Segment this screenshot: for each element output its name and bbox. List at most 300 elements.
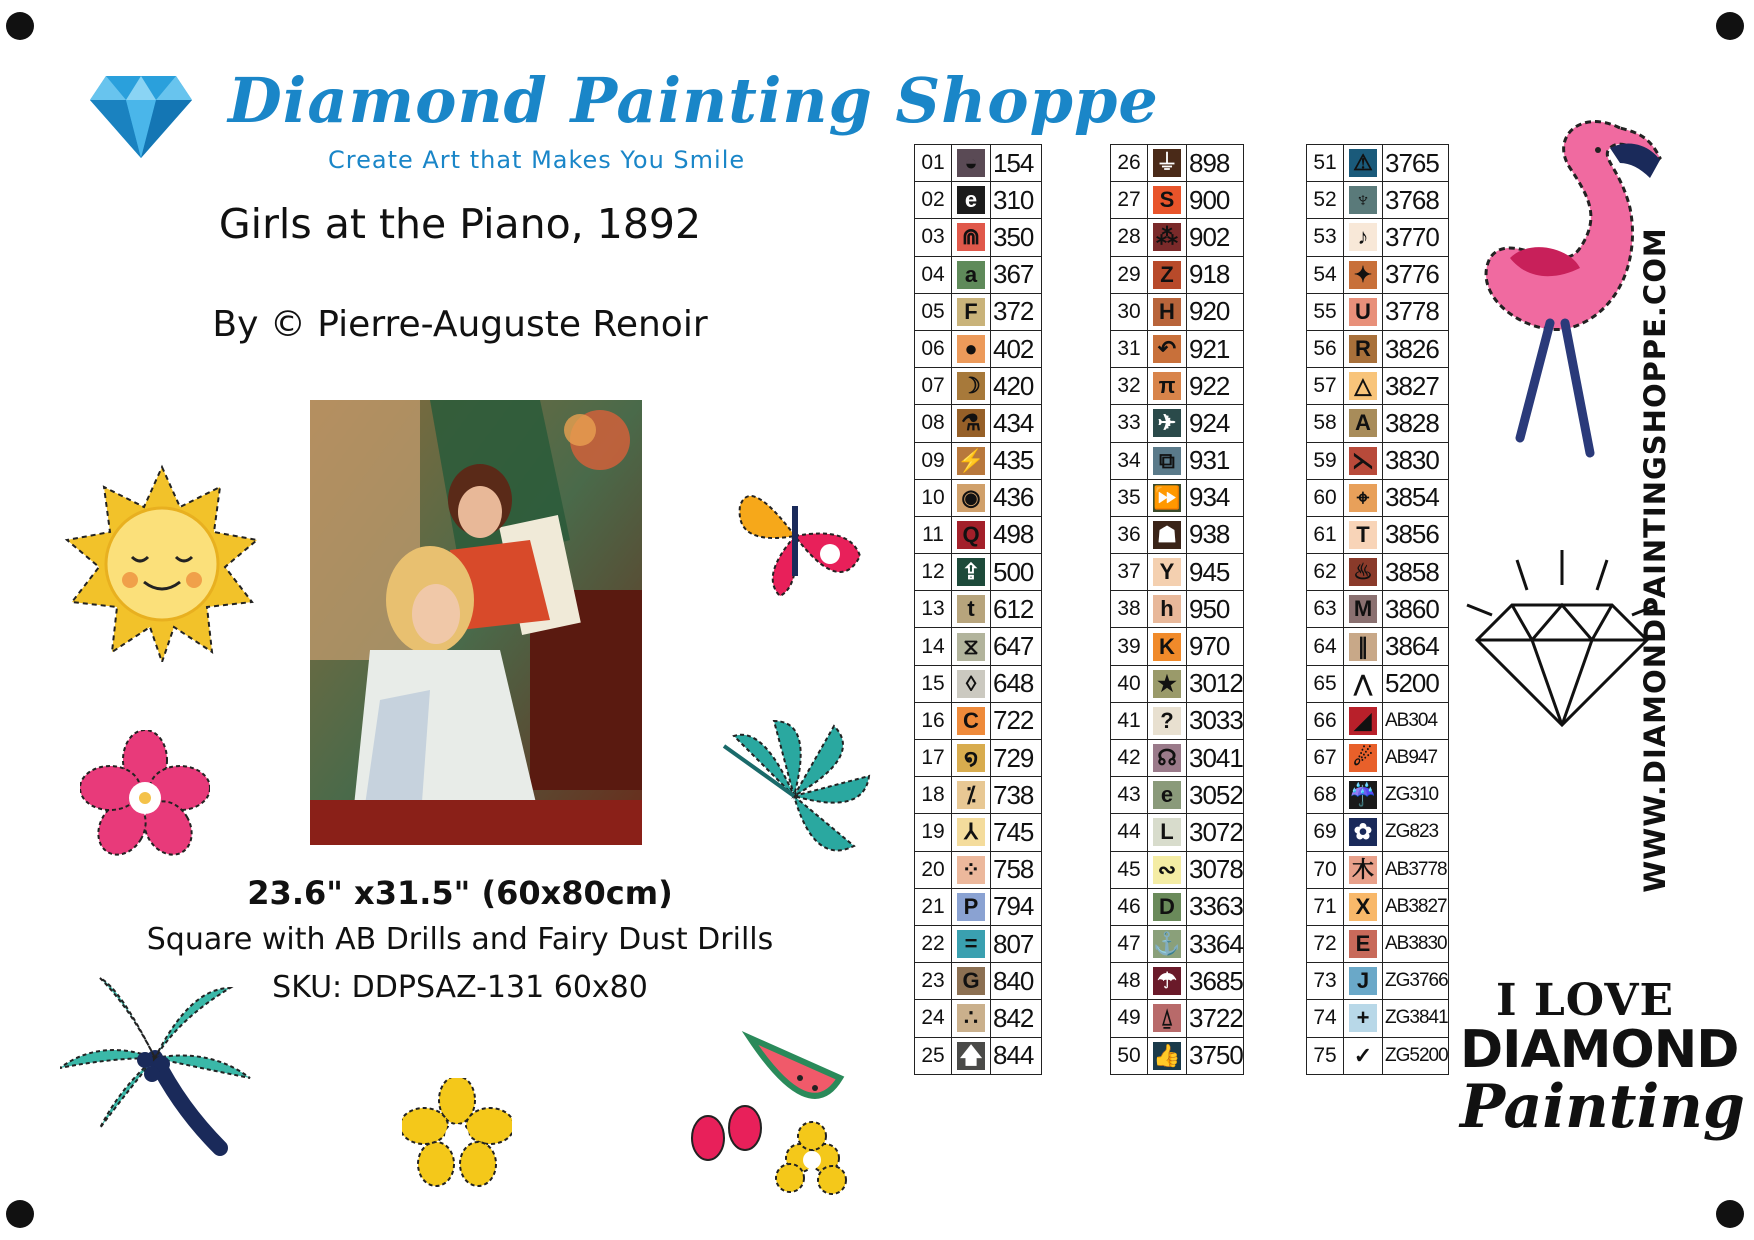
- legend-row: [915, 888, 1042, 925]
- legend-dmc-code: 3685: [1187, 963, 1244, 1000]
- legend-color-swatch: [952, 851, 991, 888]
- brand-name: Diamond Painting Shoppe: [228, 64, 1159, 137]
- legend-symbol-icon: C: [957, 707, 985, 735]
- legend-number: 54: [1307, 256, 1344, 293]
- legend-number: 51: [1307, 145, 1344, 182]
- legend-row: [1111, 591, 1244, 628]
- color-legend-column-3: [1306, 144, 1449, 1075]
- legend-color-swatch: [1344, 851, 1383, 888]
- legend-color-swatch: [952, 702, 991, 739]
- legend-row: [1307, 145, 1449, 182]
- legend-number: 01: [915, 145, 952, 182]
- legend-symbol-icon: X: [1349, 893, 1377, 921]
- legend-symbol-icon: ⚗: [957, 409, 985, 437]
- legend-symbol-icon: ⋋: [1349, 447, 1377, 475]
- legend-row: [1307, 777, 1449, 814]
- legend-color-swatch: [1344, 554, 1383, 591]
- legend-symbol-icon: ♆: [1349, 186, 1377, 214]
- legend-color-swatch: [952, 925, 991, 962]
- legend-row: [1111, 145, 1244, 182]
- legend-symbol-icon: ⋀: [1349, 670, 1377, 698]
- legend-symbol-icon: ⁂: [1153, 223, 1181, 251]
- legend-dmc-code: 840: [991, 963, 1042, 1000]
- legend-dmc-code: 3827: [1383, 368, 1449, 405]
- legend-symbol-icon: =: [957, 930, 985, 958]
- legend-color-swatch: [952, 814, 991, 851]
- legend-dmc-code: 3830: [1383, 442, 1449, 479]
- legend-symbol-icon: P: [957, 893, 985, 921]
- legend-dmc-code: 945: [1187, 554, 1244, 591]
- legend-color-swatch: [1344, 219, 1383, 256]
- legend-symbol-icon: ⚠: [1349, 149, 1377, 177]
- legend-number: 11: [915, 516, 952, 553]
- legend-color-swatch: [1344, 702, 1383, 739]
- legend-color-swatch: [1344, 777, 1383, 814]
- legend-color-swatch: [1148, 479, 1187, 516]
- legend-color-swatch: [1148, 182, 1187, 219]
- legend-dmc-code: 500: [991, 554, 1042, 591]
- legend-dmc-code: AB3827: [1383, 888, 1449, 925]
- legend-symbol-icon: L: [1153, 818, 1181, 846]
- legend-symbol-icon: Z: [1153, 261, 1181, 289]
- legend-dmc-code: 3864: [1383, 628, 1449, 665]
- legend-row: [1307, 963, 1449, 1000]
- legend-row: [1111, 702, 1244, 739]
- legend-dmc-code: 902: [1187, 219, 1244, 256]
- legend-dmc-code: 367: [991, 256, 1042, 293]
- legend-color-swatch: [1344, 1037, 1383, 1074]
- legend-row: [915, 219, 1042, 256]
- legend-symbol-icon: T: [1349, 521, 1377, 549]
- legend-number: 05: [915, 293, 952, 330]
- legend-dmc-code: 900: [1187, 182, 1244, 219]
- legend-row: [1307, 665, 1449, 702]
- flamingo-sticker-icon: [1470, 108, 1670, 468]
- legend-color-swatch: [1344, 516, 1383, 553]
- sun-sticker-icon: [62, 462, 262, 662]
- legend-row: [1307, 405, 1449, 442]
- legend-symbol-icon: ☽: [957, 372, 985, 400]
- legend-row: [1307, 628, 1449, 665]
- legend-number: 61: [1307, 516, 1344, 553]
- legend-symbol-icon: ◒: [957, 149, 985, 177]
- legend-color-swatch: [952, 554, 991, 591]
- legend-number: 13: [915, 591, 952, 628]
- legend-symbol-icon: ◢: [1349, 707, 1377, 735]
- legend-dmc-code: 3776: [1383, 256, 1449, 293]
- legend-color-swatch: [1344, 814, 1383, 851]
- legend-number: 23: [915, 963, 952, 1000]
- legend-color-swatch: [1148, 702, 1187, 739]
- legend-dmc-code: ZG5200: [1383, 1037, 1449, 1074]
- legend-number: 16: [915, 702, 952, 739]
- legend-symbol-icon: ⧉: [1153, 447, 1181, 475]
- corner-dot: [1716, 12, 1744, 40]
- legend-symbol-icon: ◊: [957, 670, 985, 698]
- legend-row: [1111, 1000, 1244, 1037]
- legend-symbol-icon: K: [1153, 633, 1181, 661]
- legend-dmc-code: 970: [1187, 628, 1244, 665]
- legend-row: [1111, 330, 1244, 367]
- legend-dmc-code: 3828: [1383, 405, 1449, 442]
- butterfly-icon: [730, 466, 870, 606]
- legend-number: 02: [915, 182, 952, 219]
- legend-number: 35: [1111, 479, 1148, 516]
- legend-color-swatch: [1148, 330, 1187, 367]
- legend-dmc-code: 310: [991, 182, 1042, 219]
- diamond-icon: [88, 74, 194, 160]
- legend-color-swatch: [1344, 665, 1383, 702]
- legend-symbol-icon: ♨: [1349, 558, 1377, 586]
- pink-flower-icon: [80, 730, 210, 860]
- legend-color-swatch: [952, 145, 991, 182]
- legend-color-swatch: [1148, 665, 1187, 702]
- legend-number: 34: [1111, 442, 1148, 479]
- legend-row: [1111, 554, 1244, 591]
- legend-color-swatch: [1344, 963, 1383, 1000]
- legend-number: 40: [1111, 665, 1148, 702]
- legend-symbol-icon: ⏚: [1153, 149, 1181, 177]
- legend-dmc-code: 738: [991, 777, 1042, 814]
- legend-color-swatch: [1148, 554, 1187, 591]
- legend-dmc-code: 3363: [1187, 888, 1244, 925]
- legend-dmc-code: 3826: [1383, 330, 1449, 367]
- legend-row: [1307, 702, 1449, 739]
- legend-symbol-icon: ✓: [1349, 1042, 1377, 1070]
- legend-row: [1111, 963, 1244, 1000]
- legend-symbol-icon: S: [1153, 186, 1181, 214]
- legend-dmc-code: 434: [991, 405, 1042, 442]
- legend-dmc-code: 931: [1187, 442, 1244, 479]
- legend-color-swatch: [952, 665, 991, 702]
- legend-color-swatch: [1344, 256, 1383, 293]
- legend-row: [915, 591, 1042, 628]
- legend-color-swatch: [952, 1000, 991, 1037]
- legend-symbol-icon: ∥: [1349, 633, 1377, 661]
- legend-row: [1111, 888, 1244, 925]
- painting-artist: By © Pierre-Auguste Renoir: [212, 304, 708, 345]
- legend-row: [915, 330, 1042, 367]
- legend-symbol-icon: M: [1349, 595, 1377, 623]
- legend-number: 72: [1307, 925, 1344, 962]
- legend-row: [915, 963, 1042, 1000]
- legend-symbol-icon: ⅄: [957, 818, 985, 846]
- legend-color-swatch: [1148, 516, 1187, 553]
- legend-color-swatch: [952, 516, 991, 553]
- legend-dmc-code: 350: [991, 219, 1042, 256]
- legend-dmc-code: 3041: [1187, 740, 1244, 777]
- legend-symbol-icon: Q: [957, 521, 985, 549]
- legend-row: [1111, 814, 1244, 851]
- legend-number: 36: [1111, 516, 1148, 553]
- legend-row: [1307, 814, 1449, 851]
- legend-row: [915, 368, 1042, 405]
- legend-dmc-code: 5200: [1383, 665, 1449, 702]
- legend-dmc-code: AB3830: [1383, 925, 1449, 962]
- legend-color-swatch: [1148, 814, 1187, 851]
- legend-row: [1307, 330, 1449, 367]
- love-line-2: DIAMOND: [1460, 1020, 1739, 1080]
- legend-symbol-icon: J: [1349, 967, 1377, 995]
- legend-symbol-icon: ☔: [1349, 782, 1377, 808]
- legend-number: 38: [1111, 591, 1148, 628]
- legend-row: [1307, 442, 1449, 479]
- legend-row: [1111, 479, 1244, 516]
- watermelon-sunglasses-icon: [690, 1028, 850, 1198]
- love-line-3: Painting: [1460, 1072, 1745, 1142]
- legend-row: [1111, 1037, 1244, 1074]
- legend-symbol-icon: t: [957, 595, 985, 623]
- legend-color-swatch: [952, 293, 991, 330]
- legend-dmc-code: 3765: [1383, 145, 1449, 182]
- legend-number: 52: [1307, 182, 1344, 219]
- legend-symbol-icon: ໑: [957, 744, 985, 772]
- legend-dmc-code: 3778: [1383, 293, 1449, 330]
- legend-number: 67: [1307, 740, 1344, 777]
- legend-color-swatch: [952, 777, 991, 814]
- legend-number: 47: [1111, 925, 1148, 962]
- legend-symbol-icon: R: [1349, 335, 1377, 363]
- legend-row: [1111, 442, 1244, 479]
- legend-row: [1307, 256, 1449, 293]
- legend-row: [915, 1000, 1042, 1037]
- legend-dmc-code: 3860: [1383, 591, 1449, 628]
- legend-number: 25: [915, 1037, 952, 1074]
- legend-number: 27: [1111, 182, 1148, 219]
- legend-symbol-icon: a: [957, 261, 985, 289]
- legend-color-swatch: [1344, 888, 1383, 925]
- legend-number: 71: [1307, 888, 1344, 925]
- legend-number: 15: [915, 665, 952, 702]
- legend-number: 73: [1307, 963, 1344, 1000]
- legend-color-swatch: [1344, 591, 1383, 628]
- legend-number: 43: [1111, 777, 1148, 814]
- legend-row: [915, 814, 1042, 851]
- legend-color-swatch: [952, 740, 991, 777]
- legend-color-swatch: [1344, 145, 1383, 182]
- legend-color-swatch: [952, 1037, 991, 1074]
- diamond-outline-icon: [1462, 540, 1662, 730]
- legend-dmc-code: ZG3841: [1383, 1000, 1449, 1037]
- legend-number: 75: [1307, 1037, 1344, 1074]
- legend-color-swatch: [952, 368, 991, 405]
- legend-dmc-code: 3854: [1383, 479, 1449, 516]
- legend-number: 62: [1307, 554, 1344, 591]
- legend-number: 56: [1307, 330, 1344, 367]
- legend-color-swatch: [1148, 740, 1187, 777]
- legend-dmc-code: 898: [1187, 145, 1244, 182]
- legend-symbol-icon: ⋒: [957, 223, 985, 251]
- i-love-diamond-painting-badge: [1460, 975, 1745, 1142]
- legend-symbol-icon: h: [1153, 595, 1181, 623]
- legend-color-swatch: [1148, 256, 1187, 293]
- legend-row: [1111, 740, 1244, 777]
- legend-symbol-icon: E: [1349, 930, 1377, 958]
- legend-number: 06: [915, 330, 952, 367]
- legend-dmc-code: 842: [991, 1000, 1042, 1037]
- legend-number: 39: [1111, 628, 1148, 665]
- legend-row: [1111, 628, 1244, 665]
- legend-symbol-icon: e: [957, 186, 985, 214]
- legend-number: 09: [915, 442, 952, 479]
- legend-dmc-code: ZG310: [1383, 777, 1449, 814]
- legend-color-swatch: [1148, 442, 1187, 479]
- legend-dmc-code: 745: [991, 814, 1042, 851]
- legend-symbol-icon: D: [1153, 893, 1181, 921]
- legend-row: [915, 442, 1042, 479]
- color-legend-column-1: [914, 144, 1042, 1075]
- legend-row: [1307, 516, 1449, 553]
- legend-symbol-icon: ∴: [957, 1004, 985, 1032]
- legend-symbol-icon: ✿: [1349, 818, 1377, 846]
- legend-number: 12: [915, 554, 952, 591]
- legend-number: 03: [915, 219, 952, 256]
- painting-title: Girls at the Piano, 1892: [218, 200, 702, 248]
- legend-row: [1307, 479, 1449, 516]
- legend-symbol-icon: 木: [1349, 856, 1377, 884]
- legend-number: 44: [1111, 814, 1148, 851]
- legend-symbol-icon: ☂: [1153, 967, 1181, 995]
- legend-symbol-icon: △: [1349, 372, 1377, 400]
- legend-color-swatch: [1148, 628, 1187, 665]
- legend-color-swatch: [1344, 330, 1383, 367]
- legend-row: [915, 182, 1042, 219]
- legend-color-swatch: [952, 591, 991, 628]
- legend-dmc-code: 3722: [1187, 1000, 1244, 1037]
- legend-row: [915, 925, 1042, 962]
- legend-color-swatch: [1148, 219, 1187, 256]
- legend-dmc-code: 938: [1187, 516, 1244, 553]
- legend-row: [1307, 368, 1449, 405]
- legend-dmc-code: AB304: [1383, 702, 1449, 739]
- legend-color-swatch: [1148, 1037, 1187, 1074]
- legend-color-swatch: [1148, 1000, 1187, 1037]
- legend-symbol-icon: 🡅: [957, 1042, 985, 1070]
- legend-number: 58: [1307, 405, 1344, 442]
- legend-row: [1307, 591, 1449, 628]
- brand-tagline: Create Art that Makes You Smile: [328, 146, 746, 174]
- legend-number: 29: [1111, 256, 1148, 293]
- legend-dmc-code: 722: [991, 702, 1042, 739]
- legend-symbol-icon: ☄: [1349, 744, 1377, 772]
- legend-color-swatch: [952, 219, 991, 256]
- legend-dmc-code: 3768: [1383, 182, 1449, 219]
- legend-symbol-icon: G: [957, 967, 985, 995]
- love-line-1: I LOVE: [1495, 975, 1675, 1026]
- legend-dmc-code: 920: [1187, 293, 1244, 330]
- legend-row: [1307, 888, 1449, 925]
- legend-number: 42: [1111, 740, 1148, 777]
- legend-number: 26: [1111, 145, 1148, 182]
- legend-color-swatch: [1148, 925, 1187, 962]
- legend-row: [915, 293, 1042, 330]
- color-legend-column-2: [1110, 144, 1244, 1075]
- legend-row: [1111, 925, 1244, 962]
- legend-symbol-icon: ⍙: [1153, 1004, 1181, 1032]
- legend-number: 46: [1111, 888, 1148, 925]
- legend-row: [1307, 554, 1449, 591]
- legend-dmc-code: 402: [991, 330, 1042, 367]
- legend-symbol-icon: e: [1153, 781, 1181, 809]
- legend-number: 28: [1111, 219, 1148, 256]
- legend-number: 70: [1307, 851, 1344, 888]
- legend-number: 07: [915, 368, 952, 405]
- legend-number: 41: [1111, 702, 1148, 739]
- legend-color-swatch: [1344, 182, 1383, 219]
- legend-color-swatch: [1344, 925, 1383, 962]
- legend-dmc-code: 3364: [1187, 925, 1244, 962]
- legend-number: 14: [915, 628, 952, 665]
- legend-dmc-code: 436: [991, 479, 1042, 516]
- legend-row: [1307, 740, 1449, 777]
- legend-symbol-icon: ⁒: [957, 781, 985, 809]
- legend-number: 60: [1307, 479, 1344, 516]
- legend-color-swatch: [1148, 888, 1187, 925]
- legend-dmc-code: 3052: [1187, 777, 1244, 814]
- legend-number: 19: [915, 814, 952, 851]
- legend-row: [1111, 405, 1244, 442]
- legend-symbol-icon: ⌖: [1349, 484, 1377, 512]
- legend-number: 53: [1307, 219, 1344, 256]
- legend-color-swatch: [1148, 851, 1187, 888]
- palm-tree-icon: [60, 968, 260, 1168]
- legend-symbol-icon: +: [1349, 1004, 1377, 1032]
- legend-row: [915, 516, 1042, 553]
- legend-symbol-icon: ⚓: [1153, 931, 1181, 957]
- legend-row: [1111, 219, 1244, 256]
- legend-row: [1111, 293, 1244, 330]
- legend-number: 08: [915, 405, 952, 442]
- legend-dmc-code: 758: [991, 851, 1042, 888]
- legend-row: [1307, 219, 1449, 256]
- legend-number: 48: [1111, 963, 1148, 1000]
- legend-dmc-code: 647: [991, 628, 1042, 665]
- legend-symbol-icon: 👍: [1153, 1042, 1181, 1068]
- legend-color-swatch: [952, 330, 991, 367]
- legend-color-swatch: [952, 628, 991, 665]
- legend-symbol-icon: U: [1349, 298, 1377, 326]
- legend-row: [1307, 1000, 1449, 1037]
- legend-number: 32: [1111, 368, 1148, 405]
- legend-color-swatch: [1148, 368, 1187, 405]
- legend-number: 65: [1307, 665, 1344, 702]
- legend-number: 50: [1111, 1037, 1148, 1074]
- legend-number: 57: [1307, 368, 1344, 405]
- legend-dmc-code: 435: [991, 442, 1042, 479]
- legend-symbol-icon: ★: [1153, 670, 1181, 698]
- legend-symbol-icon: ⇪: [957, 558, 985, 586]
- legend-number: 66: [1307, 702, 1344, 739]
- legend-symbol-icon: ●: [957, 335, 985, 363]
- legend-symbol-icon: ☗: [1153, 521, 1181, 549]
- legend-row: [915, 479, 1042, 516]
- legend-number: 21: [915, 888, 952, 925]
- legend-dmc-code: ZG3766: [1383, 963, 1449, 1000]
- legend-dmc-code: 918: [1187, 256, 1244, 293]
- legend-color-swatch: [1148, 293, 1187, 330]
- legend-row: [915, 665, 1042, 702]
- legend-number: 49: [1111, 1000, 1148, 1037]
- legend-row: [915, 702, 1042, 739]
- legend-number: 64: [1307, 628, 1344, 665]
- legend-symbol-icon: ◉: [957, 484, 985, 512]
- legend-symbol-icon: ✦: [1349, 261, 1377, 289]
- legend-dmc-code: 922: [1187, 368, 1244, 405]
- palm-leaf-icon: [714, 716, 874, 876]
- legend-row: [915, 777, 1042, 814]
- legend-number: 74: [1307, 1000, 1344, 1037]
- legend-number: 10: [915, 479, 952, 516]
